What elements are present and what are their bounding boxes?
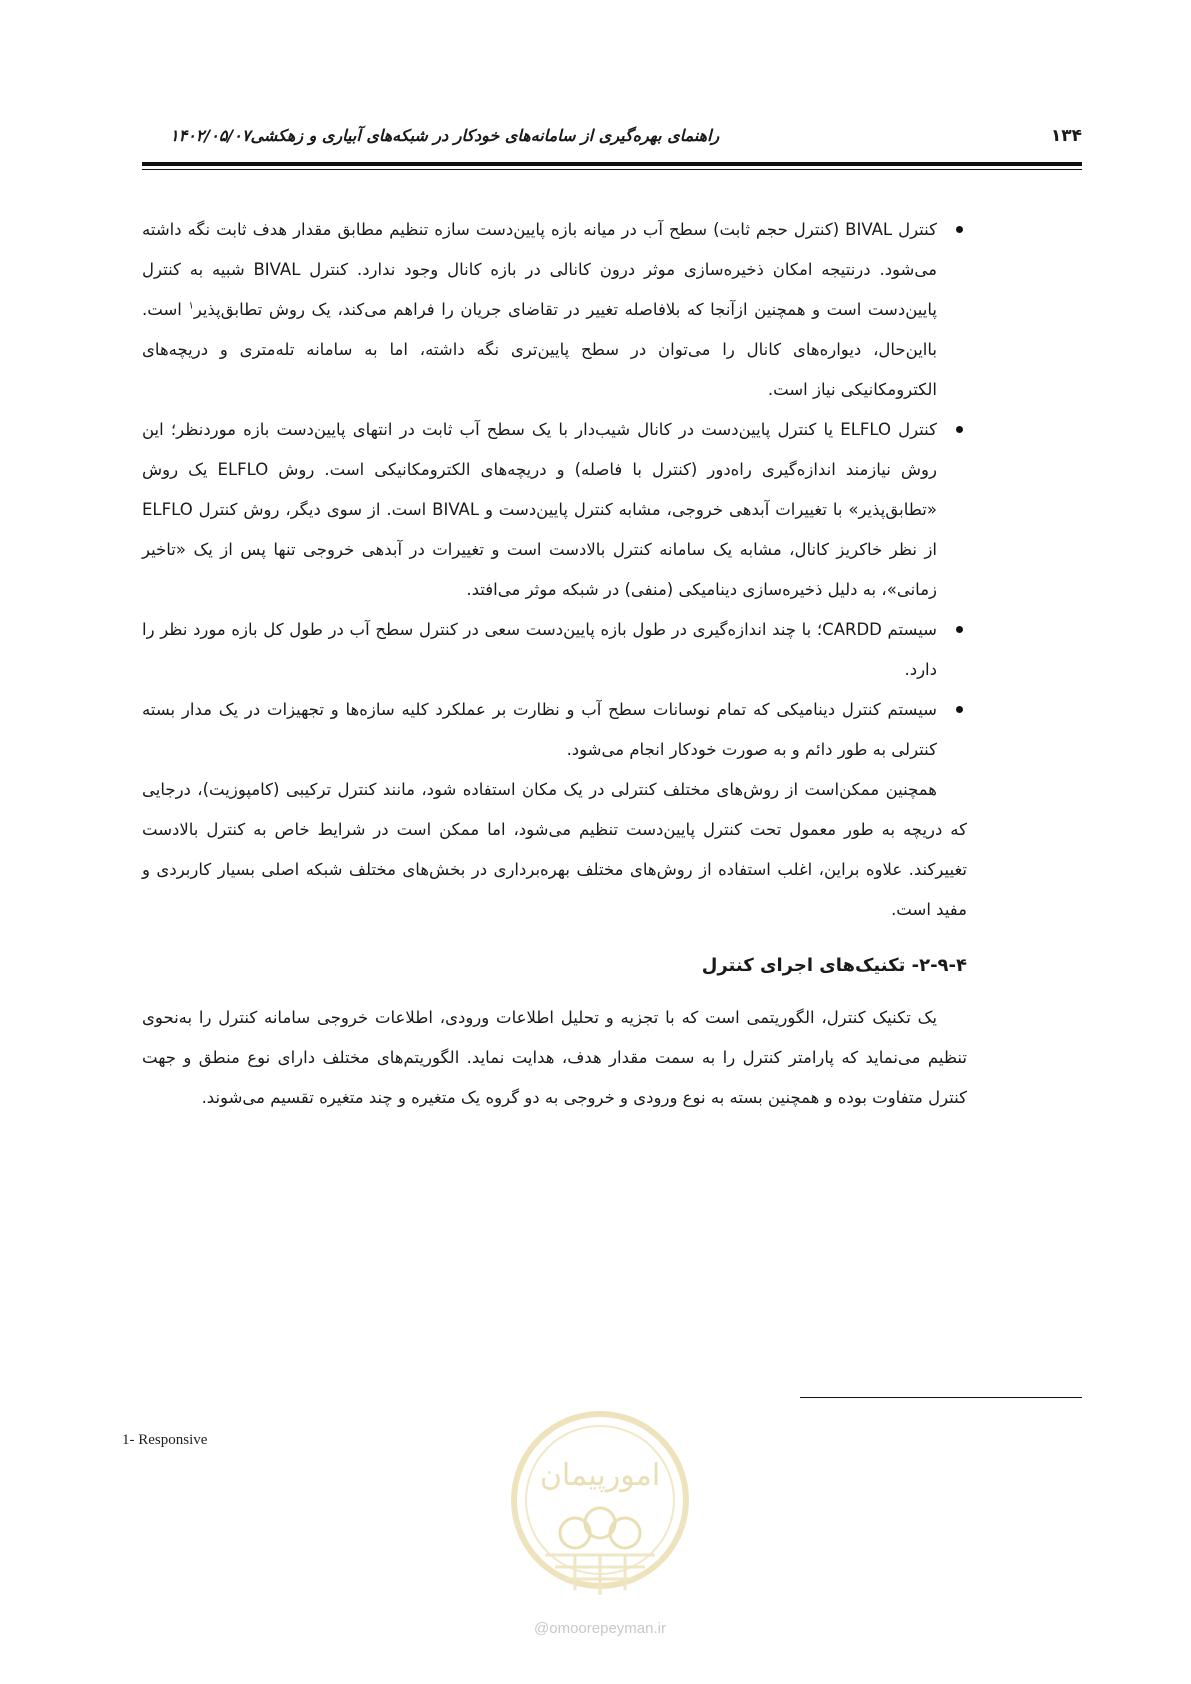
bullet-dot-icon	[956, 226, 963, 233]
bullet-dot-icon	[956, 626, 963, 633]
watermark-logo-text: امورپیمان	[539, 1458, 661, 1493]
header-date: ۱۴۰۲/۰۵/۰۷	[170, 126, 251, 145]
section-heading: ۲-۹-۴- تکنیک‌های اجرای کنترل	[701, 955, 967, 976]
seal-logo-icon	[505, 1405, 695, 1615]
page-header	[142, 122, 1082, 156]
bullet-text: کنترل ELFLO یا کنترل پایین‌دست در کانال شیب‌دار با یک سطح آب ثابت در انتهای پایین‌دست بازه موردنظر؛ این روش نیازمند اندازه‌گیری راه‌دور (کنترل با فاصله) و دریچه‌های الکترومکانیکی است. روش ELFLO یک روش «تطابق‌پذیر» با تغییرات آبدهی خروجی، مشابه کنترل پایین‌دست و BIVAL است. از سوی دیگر، روش کنترل ELFLO از نظر خاکریز کانال، مشابه یک سامانه کنترل بالادست است و تغییرات در آبدهی خروجی تنها پس از یک «تاخیر زمانی»، به دلیل ذخیره‌سازی دینامیکی (منفی) در شبکه موثر می‌افتد.	[142, 420, 937, 599]
running-title	[142, 126, 719, 145]
bullet-text: سیستم کنترل دینامیکی که تمام نوسانات سطح آب و نظارت بر عملکرد کلیه سازه‌ها و تجهیزات در یک مدار بسته کنترلی به طور دائم و به صورت خودکار انجام می‌شود.	[142, 700, 937, 759]
bullet-dot-icon	[956, 426, 963, 433]
header-title: راهنمای بهره‌گیری از سامانه‌های خودکار در شبکه‌های آبیاری و زهکشی	[250, 126, 720, 145]
bullet-list	[142, 210, 967, 770]
bullet-dot-icon	[956, 706, 963, 713]
bullet-text: کنترل BIVAL (کنترل حجم ثابت) سطح آب در میانه بازه پایین‌دست سازه تنظیم مطابق مقدار هدف ثابت نگه داشته می‌شود. درنتیجه امکان ذخیره‌سازی موثر درون کانالی در بازه کانال وجود ندارد. کنترل BIVAL شبیه به کنترل پایین‌دست است و همچنین ازآنجا که بلافاصله تغییر در تقاضای جریان را فراهم می‌کند، یک روش تطابق‌پذیر	[142, 220, 937, 319]
footnote-rule	[800, 1397, 1082, 1398]
footnote: 1- Responsive	[122, 1432, 208, 1448]
bullet-item-cardd	[142, 610, 967, 690]
paragraph-composite-control: همچنین ممکن‌است از روش‌های مختلف کنترلی در یک مکان استفاده شود، مانند کنترل ترکیبی (کامپوزیت)، درجایی که دریچه به طور معمول تحت کنترل پایین‌دست تنظیم می‌شود، اما ممکن است در شرایط خاص به کنترل بالادست تغییرکند. علاوه براین، اغلب استفاده از روش‌های مختلف بهره‌برداری در بخش‌های مختلف شبکه اصلی بسیار کاربردی و مفید است.	[142, 780, 967, 919]
page-number: ۱۳۴	[1050, 126, 1082, 146]
header-rule-thin	[142, 169, 1082, 170]
page-body	[142, 210, 967, 1118]
bullet-item-dynamic	[142, 690, 967, 770]
header-rule	[142, 162, 1082, 166]
bullet-item-bival	[142, 210, 967, 410]
bullet-text: سیستم CARDD؛ با چند اندازه‌گیری در طول بازه پایین‌دست سعی در کنترل سطح آب در طول کل بازه مورد نظر را دارد.	[142, 620, 937, 679]
bullet-text-continued: است. بااین‌حال، دیواره‌های کانال را می‌توان در سطح پایین‌تری نگه داشته، اما به سامانه تله‌متری و دریچه‌های الکترومکانیکی نیاز است.	[142, 300, 937, 399]
footnote-marker: ۱	[188, 300, 194, 312]
watermark-handle: @omoorepeyman.ir	[534, 1620, 666, 1637]
bullet-item-elflo	[142, 410, 967, 610]
paragraph-control-technique: یک تکنیک کنترل، الگوریتمی است که با تجزیه و تحلیل اطلاعات ورودی، اطلاعات خروجی سامانه کنترل را به‌نحوی تنظیم می‌نماید که پارامتر کنترل را به سمت مقدار هدف، هدایت نماید. الگوریتم‌های مختلف دارای نوع منطق و جهت کنترل متفاوت بوده و همچنین بسته به نوع ورودی و خروجی به دو گروه یک متغیره و چند متغیره تقسیم می‌شوند.	[142, 1008, 967, 1107]
